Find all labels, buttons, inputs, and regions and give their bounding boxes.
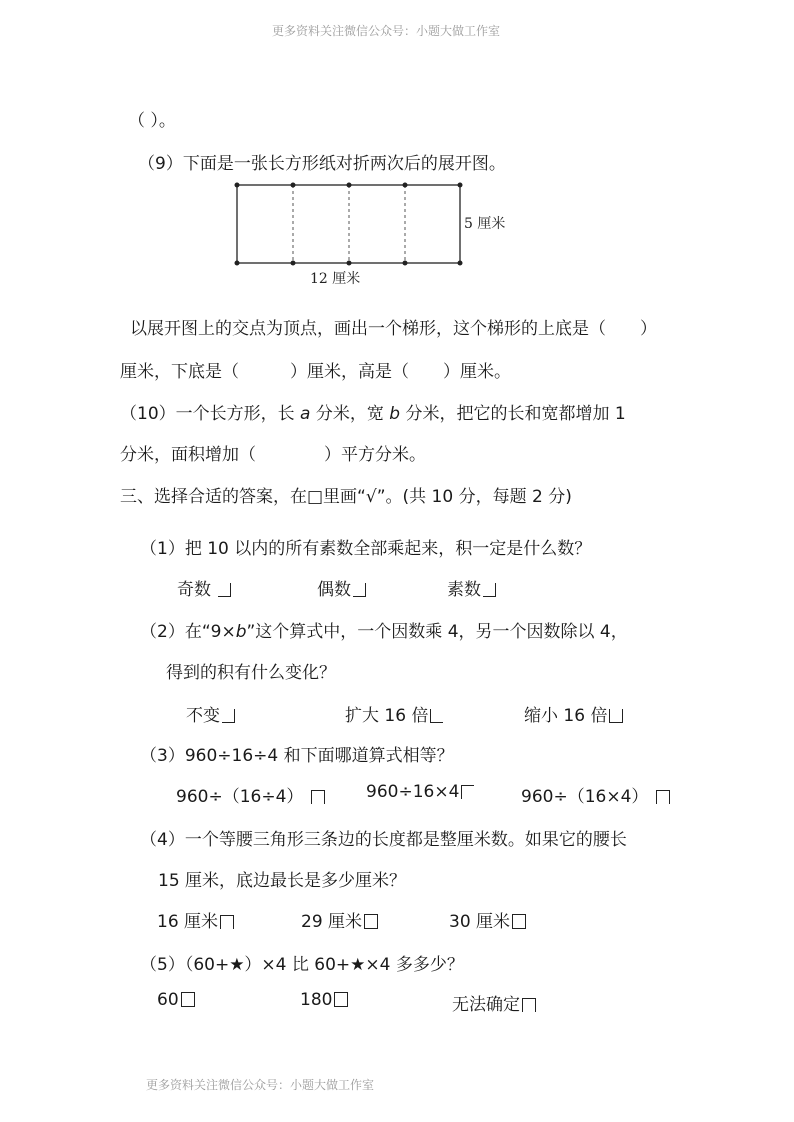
width-label: 12 厘米 (310, 271, 361, 287)
q4-stem-line2: 15 厘米，底边最长是多少厘米？ (158, 871, 407, 891)
q4-stem: （4）一个等腰三角形三条边的长度都是整厘米数。如果它的腰长 (140, 830, 627, 850)
q4-option-c[interactable]: 30 厘米 (449, 907, 526, 932)
checkbox[interactable] (364, 914, 378, 929)
var-b: b (389, 404, 401, 424)
q10-line2: 分米，面积增加（ ）平方分米。 (120, 445, 426, 465)
q5-stem: （5）（60+★）×4 比 60+★×4 多多少？ (140, 955, 464, 975)
q10-line1: （10）一个长方形，长 a 分米，宽 b 分米，把它的长和宽都增加 1 (120, 404, 626, 424)
section-three-title: 三、选择合适的答案，在□里画“√”。(共 10 分，每题 2 分) (120, 487, 572, 507)
checkbox[interactable] (656, 790, 670, 804)
checkbox[interactable] (522, 998, 536, 1012)
q3-option-b[interactable]: 960÷16×4 (366, 782, 474, 802)
q5-option-a[interactable]: 60 (157, 990, 195, 1010)
checkbox[interactable] (220, 915, 234, 929)
checkbox[interactable] (483, 583, 496, 597)
q2-option-c[interactable]: 缩小 16 倍 (524, 701, 623, 726)
q9-prompt: （9）下面是一张长方形纸对折两次后的展开图。 (138, 154, 506, 174)
q2-option-a[interactable]: 不变 (186, 701, 235, 726)
q9-line1: 以展开图上的交点为顶点，画出一个梯形，这个梯形的上底是（ ） (130, 319, 657, 339)
checkbox[interactable] (222, 709, 235, 723)
q9-line2: 厘米，下底是（ ）厘米，高是（ ）厘米。 (120, 362, 511, 382)
checkbox[interactable] (353, 583, 366, 597)
q3-stem: （3）960÷16÷4 和下面哪道算式相等？ (140, 746, 454, 766)
footer-watermark: 更多资料关注微信公众号：小题大做工作室 (146, 1078, 375, 1092)
checkbox[interactable] (311, 790, 325, 804)
unfolded-rectangle-figure (228, 176, 528, 288)
q5-option-b[interactable]: 180 (300, 990, 348, 1010)
checkbox[interactable] (609, 709, 623, 723)
q2-stem: （2）在“9×b”这个算式中，一个因数乘 4，另一个因数除以 4， (140, 622, 628, 642)
q1-option-a[interactable]: 奇数 (177, 575, 231, 600)
checkbox[interactable] (218, 583, 231, 597)
checkbox[interactable] (430, 709, 443, 723)
q3-option-c[interactable]: 960÷（16×4） (521, 782, 670, 807)
q5-option-c[interactable]: 无法确定 (452, 990, 536, 1015)
var-a: a (300, 404, 311, 424)
q1-stem: （1）把 10 以内的所有素数全部乘起来，积一定是什么数？ (140, 539, 592, 559)
checkbox[interactable] (461, 785, 474, 799)
q1-option-c[interactable]: 素数 (447, 575, 496, 600)
checkbox[interactable] (181, 992, 195, 1007)
checkbox[interactable] (334, 992, 348, 1007)
q3-option-a[interactable]: 960÷（16÷4） (176, 782, 325, 807)
height-label: 5 厘米 (464, 216, 506, 232)
checkbox[interactable] (512, 914, 526, 929)
q1-option-b[interactable]: 偶数 (317, 575, 366, 600)
q4-option-a[interactable]: 16 厘米 (157, 907, 234, 932)
q2-option-b[interactable]: 扩大 16 倍 (345, 701, 443, 726)
header-watermark: 更多资料关注微信公众号：小题大做工作室 (272, 24, 501, 38)
q4-option-b[interactable]: 29 厘米 (301, 907, 378, 932)
answer-blank-line: （ ）。 (128, 111, 176, 131)
q2-stem-line2: 得到的积有什么变化？ (166, 663, 336, 683)
